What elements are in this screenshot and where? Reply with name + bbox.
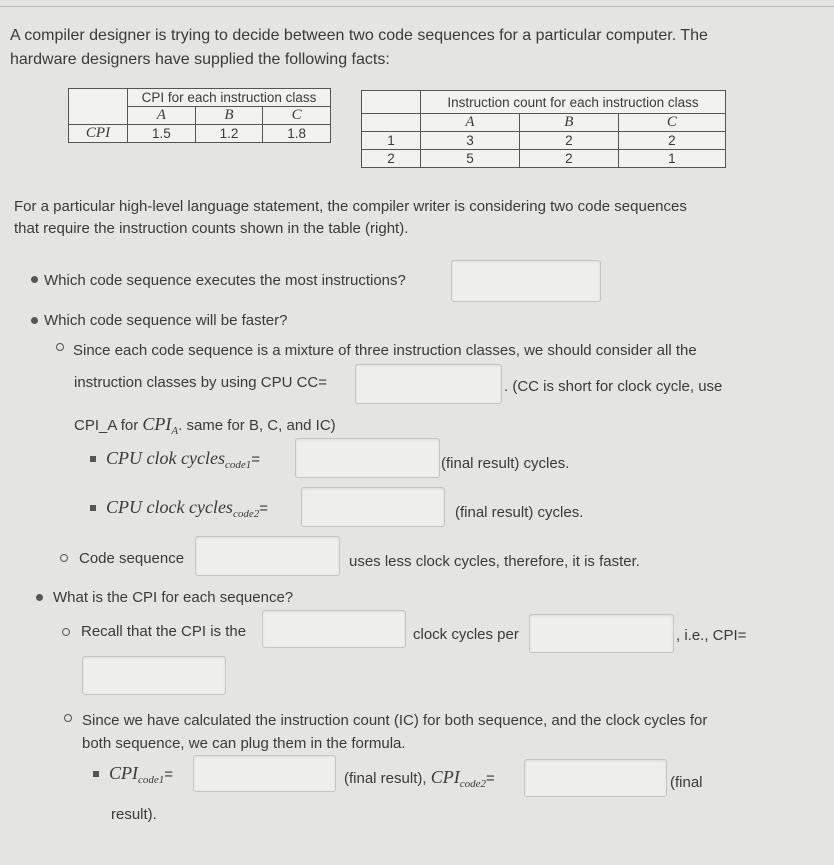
bullet-q3 — [36, 594, 43, 601]
square-bullet-cc1 — [90, 456, 96, 462]
cc-code2-input[interactable] — [301, 487, 445, 527]
ic-class-b: B — [519, 114, 618, 132]
ic-seq2-c: 1 — [618, 150, 725, 168]
cpi-definition-input-1[interactable] — [262, 610, 406, 648]
cpi-definition-input-2[interactable] — [529, 614, 674, 653]
faster-pre: Code sequence — [79, 550, 185, 567]
ic-seq1-b: 2 — [519, 132, 618, 150]
bullet-q1 — [31, 276, 38, 283]
circle-bullet-q2-sub1 — [56, 343, 64, 351]
intro-text — [10, 24, 708, 72]
cpi-mid-text: (final result), — [344, 770, 431, 787]
q2-sub1-line3-pre: CPI_A for — [74, 417, 143, 434]
cpi-class-c: C — [263, 107, 331, 125]
cpi-a-math: CPI — [142, 414, 172, 434]
cc1-label: CPU clok cycles$_{code1}$= — [106, 448, 260, 471]
ic-table-corner — [362, 91, 421, 114]
ic-class-a: A — [421, 114, 520, 132]
ic-seq1-a: 3 — [421, 132, 520, 150]
q2-sub1-line1: Since each code sequence is a mixture of three instruction classes, we should consider all the — [73, 342, 697, 359]
cc2-post: (final result) cycles. — [455, 504, 584, 521]
cpi-class-b: B — [195, 107, 263, 125]
circle-bullet-faster — [60, 554, 68, 562]
q3-text: What is the CPI for each sequence? — [53, 589, 294, 606]
context-line-1: For a particular high-level language statement, the compiler writer is considering two code sequences — [14, 198, 687, 215]
cc2-label: CPU clock cycles$_{code2}$= — [106, 497, 268, 520]
since-line2: both sequence, we can plug them in the formula. — [82, 735, 406, 752]
cpi-post: (final — [670, 774, 703, 791]
cpi-value-b: 1.2 — [195, 125, 263, 143]
cpi-table — [68, 88, 331, 143]
cc1-math: CPU clok cycles — [106, 448, 225, 468]
cpi1-label: $CPI_{code1}=$ — [109, 763, 174, 786]
q2-text: Which code sequence will be faster? — [44, 312, 288, 329]
faster-sequence-input[interactable] — [195, 536, 340, 576]
cpi-table-header: CPI for each instruction class — [128, 89, 331, 107]
cpi1-subscript: code1 — [138, 774, 165, 786]
since-line1: Since we have calculated the instruction count (IC) for both sequence, and the clock cycles for — [82, 712, 708, 729]
ic-table-blank — [362, 114, 421, 132]
context-text — [14, 196, 687, 240]
square-bullet-cpi — [93, 771, 99, 777]
q2-sub1-line2-post: . (CC is short for clock cycle, use — [504, 378, 723, 395]
cpi-class-a: A — [128, 107, 196, 125]
cpi2-label: (final result), $CPI_{code2}=$ — [344, 767, 495, 790]
q2-sub1-line3-post: . same for B, C, and IC) — [178, 417, 336, 434]
cpu-cc-formula-input[interactable] — [355, 364, 502, 404]
top-divider — [0, 6, 834, 7]
cpi-value-c: 1.8 — [263, 125, 331, 143]
ic-seq2-b: 2 — [519, 150, 618, 168]
intro-line-1: A compiler designer is trying to decide between two code sequences for a particular computer. The — [10, 27, 708, 44]
q1-text: Which code sequence executes the most instructions? — [44, 272, 406, 289]
q2-sub1-line2-pre: instruction classes by using CPU CC= — [74, 374, 328, 391]
cpi-a-subscript: A — [171, 425, 179, 437]
cpi-code2-input[interactable] — [524, 759, 667, 797]
square-bullet-cc2 — [90, 505, 96, 511]
context-line-2: that require the instruction counts shown in the table (right). — [14, 220, 409, 237]
intro-line-2: hardware designers have supplied the following facts: — [10, 51, 390, 68]
cpi1-math: CPI — [109, 763, 138, 783]
result-text: result). — [111, 806, 157, 823]
circle-bullet-since — [64, 714, 72, 722]
cpi-value-a: 1.5 — [128, 125, 196, 143]
cc1-subscript: code1 — [224, 459, 252, 471]
cpi-table-blank — [69, 107, 128, 125]
cpi-code1-input[interactable] — [193, 755, 336, 792]
recall-mid: clock cycles per — [413, 626, 519, 643]
ic-class-c: C — [618, 114, 725, 132]
q2-sub1-line3 — [74, 414, 336, 437]
cc2-subscript: code2 — [232, 508, 260, 520]
circle-bullet-recall — [62, 628, 70, 636]
cpi2-math: CPI — [430, 767, 460, 787]
ic-seq-label-1: 1 — [362, 132, 421, 150]
cc1-post: (final result) cycles. — [441, 455, 570, 472]
faster-post: uses less clock cycles, therefore, it is faster. — [349, 553, 640, 570]
q1-answer-input[interactable] — [451, 260, 601, 302]
bullet-q2 — [31, 317, 38, 324]
recall-post: , i.e., CPI= — [676, 627, 747, 644]
cpi-table-corner — [69, 89, 128, 107]
ic-table-header: Instruction count for each instruction class — [421, 91, 726, 114]
ic-seq-label-2: 2 — [362, 150, 421, 168]
cpi2-subscript: code2 — [459, 778, 486, 790]
ic-seq2-a: 5 — [421, 150, 520, 168]
cc-code1-input[interactable] — [295, 438, 440, 478]
ic-seq1-c: 2 — [618, 132, 725, 150]
cpi-row-label: CPI — [69, 125, 128, 143]
recall-pre: Recall that the CPI is the — [81, 623, 247, 640]
ic-table — [361, 90, 726, 168]
cpi-formula-input[interactable] — [82, 656, 226, 695]
cc2-math: CPU clock cycles — [106, 497, 233, 517]
